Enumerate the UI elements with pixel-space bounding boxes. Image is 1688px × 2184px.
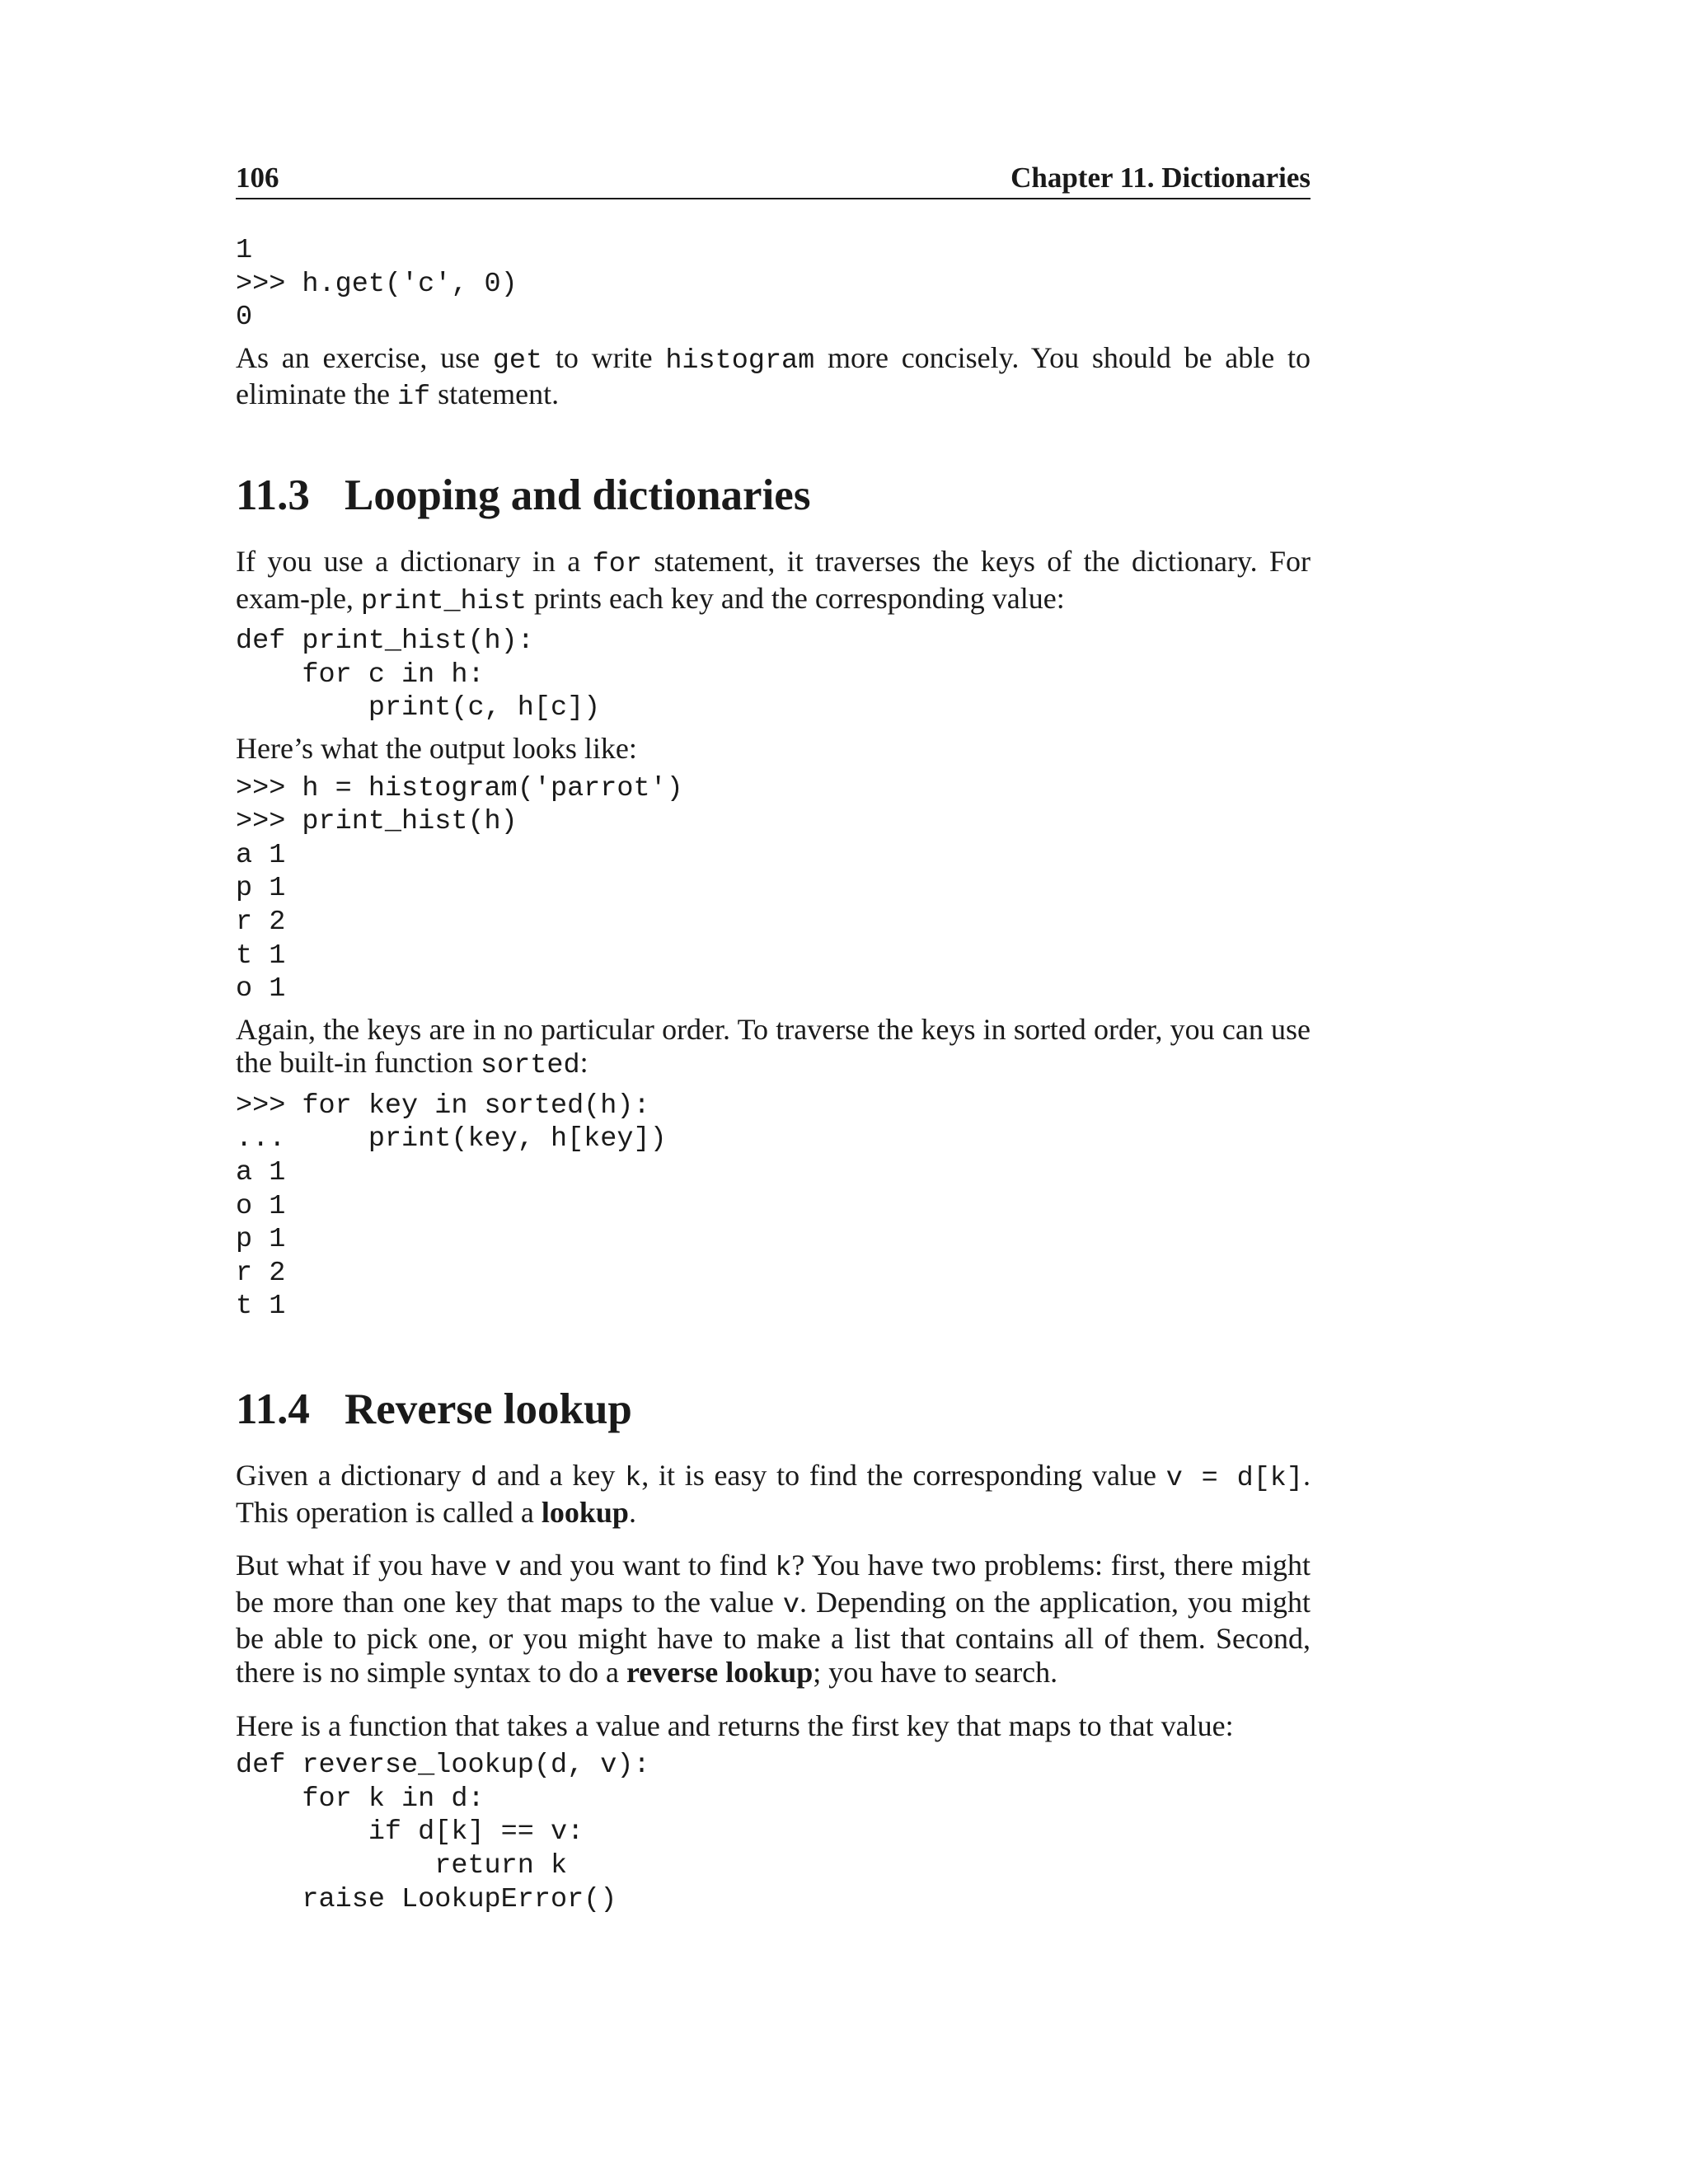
running-header bbox=[236, 162, 1311, 199]
paragraph-lookup: Given a dictionary d and a key k, it is easy to find the corresponding value v = d[k]. This operation is called a lookup. bbox=[236, 1459, 1311, 1529]
code-block-sorted: >>> for key in sorted(h): ... print(key, h[key]) a 1 o 1 p 1 r 2 t 1 bbox=[236, 1090, 667, 1323]
code-block-reverse-lookup: def reverse_lookup(d, v): for k in d: if d[k] == v: return k raise LookupError() bbox=[236, 1750, 650, 1915]
paragraph-function-intro: Here is a function that takes a value and returns the first key that maps to that value: bbox=[236, 1708, 1234, 1742]
page-number: 106 bbox=[236, 162, 279, 194]
page-content bbox=[236, 234, 1311, 1916]
code-block-get-example: 1 >>> h.get('c', 0) 0 bbox=[236, 235, 518, 334]
paragraph-looping: If you use a dictionary in a for statement, it traverses the keys of the dictionary. For exam-ple, print_hist prints each key and the corresponding value: bbox=[236, 544, 1311, 617]
paragraph-sorted: Again, the keys are in no particular order. To traverse the keys in sorted order, you can use the built-in function sorted: bbox=[236, 1012, 1311, 1082]
paragraph-reverse-lookup: But what if you have v and you want to find k? You have two problems: first, there might be more than one key that maps to the value v. Depending on the application, you might be able to pick one, or you might have to make a list that contains all of them. Second, there is no simple syntax to do a reverse lookup; you have to search. bbox=[236, 1549, 1311, 1689]
paragraph-output-intro: Here’s what the output looks like: bbox=[236, 731, 637, 765]
section-heading-11-4: 11.4 Reverse lookup bbox=[236, 1385, 632, 1434]
code-block-print-hist: def print_hist(h): for c in h: print(c, h[c]) bbox=[236, 626, 601, 724]
section-heading-11-3: 11.3 Looping and dictionaries bbox=[236, 471, 811, 519]
paragraph-exercise: As an exercise, use get to write histogram more concisely. You should be able to eliminate the if statement. bbox=[236, 340, 1311, 414]
code-block-output: >>> h = histogram('parrot') >>> print_hist(h) a 1 p 1 r 2 t 1 o 1 bbox=[236, 772, 683, 1005]
chapter-title: Chapter 11. Dictionaries bbox=[1010, 162, 1311, 194]
